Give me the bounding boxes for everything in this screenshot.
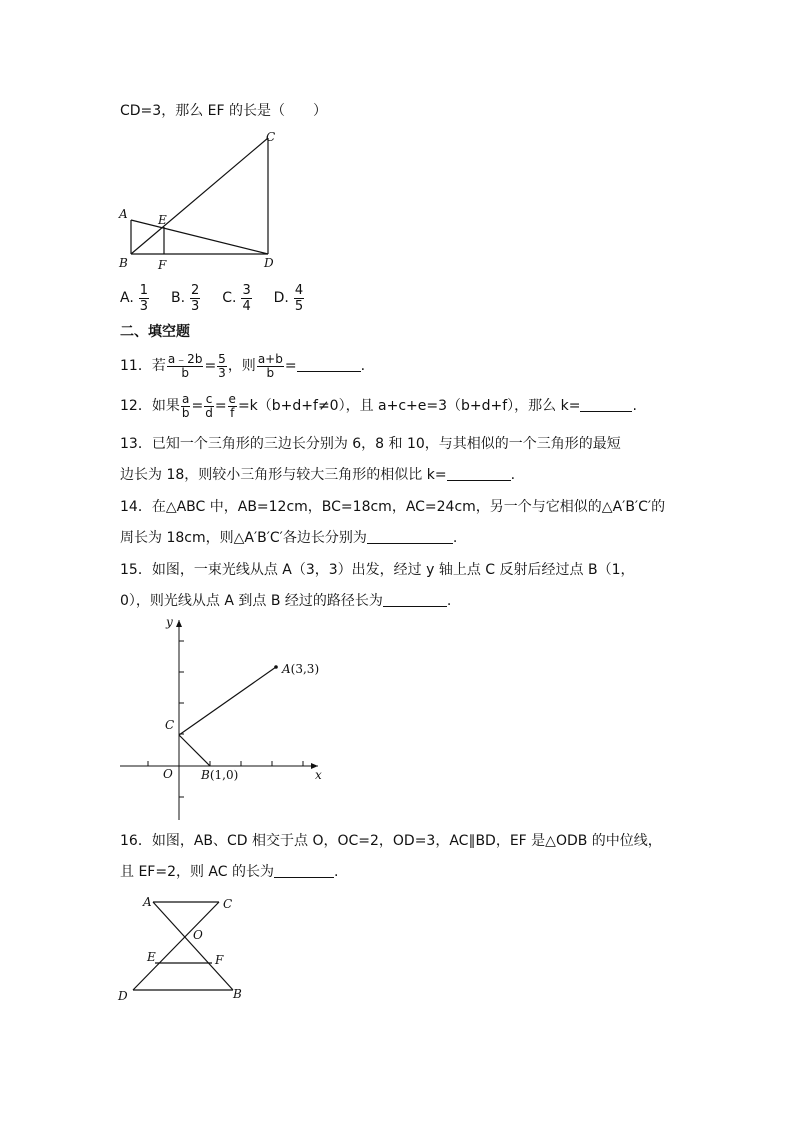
q12-answer-blank[interactable] (580, 397, 632, 412)
q10-label-f: F (158, 258, 167, 272)
q13-line1: 13．已知一个三角形的三边长分别为 6，8 和 10，与其相似的一个三角形的最短 (120, 436, 621, 452)
q16-label-a: A (143, 895, 152, 909)
q15-line2: 0），则光线从点 A 到点 B 经过的路径长为 . (120, 593, 452, 609)
q10-label-c: C (266, 130, 276, 144)
q16-label-c: C (223, 897, 233, 911)
q16-label-o: O (193, 928, 203, 942)
q10-figure (112, 128, 292, 278)
q15-label-y: y (166, 615, 173, 629)
q10-label-a: A (119, 207, 128, 221)
q10-label-e: E (158, 213, 167, 227)
q15-label-x: x (315, 768, 322, 782)
choice-d[interactable]: D. $\frac{4}{5}$ (273, 282, 304, 314)
q16-line1: 16．如图，AB、CD 相交于点 O，OC=2，OD=3，AC∥BD，EF 是△ODB 的中位线， (120, 833, 662, 849)
q16-seg-ab (153, 902, 233, 990)
q15-label-c: C (165, 718, 175, 732)
q10-label-d: D (264, 256, 274, 270)
q16-answer-blank[interactable] (274, 863, 334, 878)
q15-label-a: A(3,3) (282, 662, 320, 676)
q16-figure (112, 890, 272, 1010)
choice-a[interactable]: A. $\frac{1}{3}$ (120, 282, 149, 314)
q14-answer-blank[interactable] (367, 529, 453, 544)
q16-label-d: D (118, 989, 128, 1003)
q14-line1: 14．在△ABC 中，AB=12cm，BC=18cm，AC=24cm，另一个与它相似的△A′B′C′的 (120, 499, 666, 515)
q15-label-b: B(1,0) (201, 768, 239, 782)
q15-ray-ac (179, 667, 276, 735)
q11: 11．若 $\frac{a﹣2b}{b}$ = $\frac{5}{3}$ ，则 $\frac{a+b}{b}$ = . (120, 351, 366, 380)
q10-label-b: B (119, 256, 128, 270)
q16-line2: 且 EF=2，则 AC 的长为 . (120, 864, 339, 880)
q10-stem (120, 101, 327, 121)
q11-answer-blank[interactable] (297, 357, 361, 372)
q15-ray-cb (179, 735, 210, 766)
q15-figure (112, 612, 342, 827)
q12: 12．如果 $\frac{a}{b}$ = $\frac{c}{d}$ = $\frac{e}{f}$ =k（b+d+f≠0），且 a+c+e=3（b+d+f），那么 k= . (120, 391, 637, 420)
choice-b[interactable]: B. $\frac{2}{3}$ (170, 282, 200, 314)
q13-line2: 边长为 18，则较小三角形与较大三角形的相似比 k= . (120, 467, 516, 483)
q16-label-b: B (233, 987, 242, 1001)
q15-line1: 15．如图，一束光线从点 A（3，3）出发，经过 y 轴上点 C 反射后经过点 B（1， (120, 562, 635, 578)
q10-stem-text: CD=3，那么 EF 的长是（ ） (120, 103, 327, 119)
choice-c[interactable]: C. $\frac{3}{4}$ (222, 282, 251, 314)
q16-seg-cd (133, 902, 219, 990)
q13-answer-blank[interactable] (447, 466, 511, 481)
q15-label-o: O (163, 767, 173, 781)
q16-label-f: F (215, 953, 224, 967)
q14-line2: 周长为 18cm，则△A′B′C′各边长分别为 . (120, 530, 458, 546)
q15-answer-blank[interactable] (383, 592, 447, 607)
q10-choices (120, 281, 305, 315)
q16-label-e: E (147, 950, 156, 964)
section-title: 二、填空题 (120, 324, 190, 340)
